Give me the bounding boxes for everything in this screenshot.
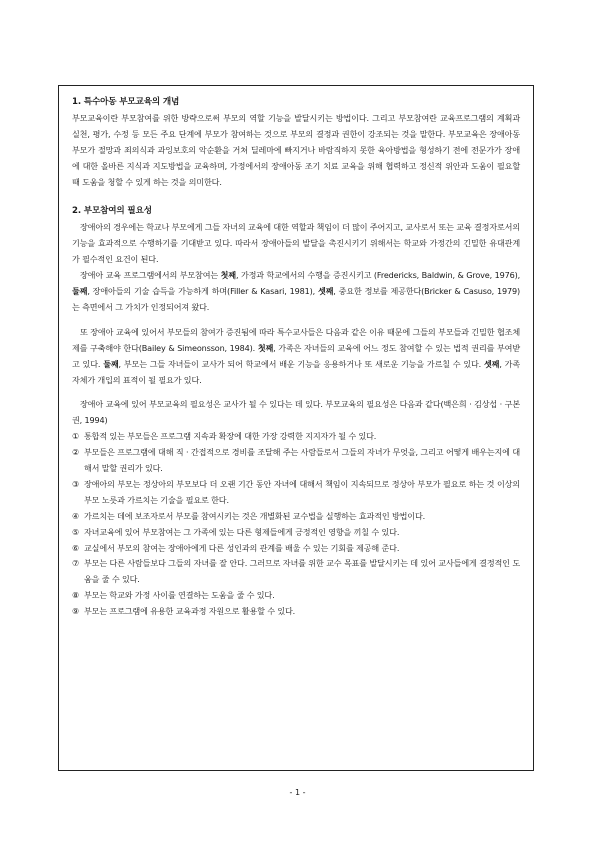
list-item: ⑧ 부모는 학교와 가정 사이를 연결하는 도움을 줄 수 있다. (72, 590, 275, 601)
list-item: ③ 장애아의 부모는 정상아의 부모보다 더 오랜 기간 동안 자녀에 대해서 책임이 지속되므로 정상아 부모가 필요로 하는 것 이상의 부모 노릇과 가르치는 기술을 필요로 한다. (72, 478, 520, 505)
list-item: ② 부모들은 프로그램에 대해 직 · 간접적으로 경비를 조달해 주는 사람들로서 그들의 자녀가 무엇을, 그리고 어떻게 배우는지에 대해서 말할 권리가 있다. (72, 447, 520, 474)
document-body (72, 95, 520, 620)
section2-paragraph-3: 또 장애아 교육에 있어서 부모들의 참여가 증진됨에 따라 특수교사들은 다음과 같은 이유 때문에 그들의 부모들과 긴밀한 협조체제를 구축해야 한다(Bailey & Simeonsson, 1984). 첫째, 가족은 자녀들의 교육에 어느 정도 참여할 수 있는 법적 권리를 부여받고 있다. 둘째, 부모는 그들 자녀들이 교사가 되어 학교에서 배운 기능을 응용하거나 또 새로운 기능을 가르칠 수 있다. 셋째, 가족 자체가 개입의 표적이 될 필요가 있다. (72, 326, 521, 385)
list-item: ⑤ 자녀교육에 있어 부모참여는 그 가족에 있는 다른 형제들에게 긍정적인 영향을 끼칠 수 있다. (72, 526, 400, 537)
page-number: - 1 - (289, 788, 306, 797)
section1-paragraph: 부모교육이란 부모참여를 위한 방략으로써 부모의 역할 기능을 발달시키는 방법이다. 그리고 부모참여란 교육프로그램의 계획과 실천, 평가, 수정 등 모든 주요 단계에 부모가 참여하는 것으로 부모의 결정과 권한이 강조되는 것을 말한다. 부모교육은 장애아동 부모가 절망과 죄의식과 과잉보호의 악순환을 거쳐 딜레마에 빠지거나 바람직하지 못한 육아방법을 형성하기 전에 전문가가 장애에 대한 올바른 지식과 지도방법을 교육하며, 가정에서의 장애아동 조기 치료 교육을 위해 협력하고 정신적 위안과 도움이 필요할 때 도움을 청할 수 있게 하는 것을 의미한다. (72, 112, 520, 187)
list-item: ④ 가르치는 데에 보조자로서 부모를 참여시키는 것은 개별화된 교수법을 실행하는 효과적인 방법이다. (72, 510, 426, 521)
list-item: ⑨ 부모는 프로그램에 유용한 교육과정 자원으로 활용할 수 있다. (72, 606, 296, 617)
section2-paragraph-2: 장애아 교육 프로그램에서의 부모참여는 첫째, 가정과 학교에서의 수행을 증진시키고 (Fredericks, Baldwin, & Grove, 1976), 둘째, 장애아들의 기술 습득을 가능하게 하며(Filler & Kasari, 1981), 셋째, 중요한 정보를 제공한다(Bricker & Casuso, 1979)는 측면에서 그 가치가 인정되어져 왔다. (72, 270, 520, 312)
section2-paragraph-4: 장애아 교육에 있어 부모교육의 필요성은 교사가 될 수 있다는 데 있다. 부모교육의 필요성은 다음과 같다(백은희 · 김상섭 · 구본권, 1994) (72, 399, 520, 426)
section2-heading: 2. 부모참여의 필요성 (72, 206, 152, 217)
list-item: ① 통합적 있는 부모들은 프로그램 지속과 확장에 대한 가장 강력한 지지자가 될 수 있다. (72, 431, 377, 442)
section1-heading: 1. 특수아동 부모교육의 개념 (72, 97, 180, 107)
list-item: ⑥ 교실에서 부모의 참여는 장애아에게 다른 성인과의 관계를 배울 수 있는 기회를 제공해 준다. (72, 542, 400, 553)
list-item: ⑦ 부모는 다른 사람들보다 그들의 자녀를 잘 안다. 그러므로 자녀를 위한 교수 목표를 발달시키는 데 있어 교사들에게 결정적인 도움을 줄 수 있다. (72, 558, 520, 585)
section2-paragraph-1: 장애아의 경우에는 학교나 부모에게 그들 자녀의 교육에 대한 역할과 책임이 더 많이 주어지고, 교사로서 또는 교육 결정자로서의 기능을 효과적으로 수행하기를 기대받고 있다. 따라서 장애아들의 발달을 촉진시키기 위해서는 학교와 가정간의 긴밀한 유대관계가 필수적인 요건이 된다. (72, 222, 520, 265)
necessity-list (72, 429, 520, 620)
